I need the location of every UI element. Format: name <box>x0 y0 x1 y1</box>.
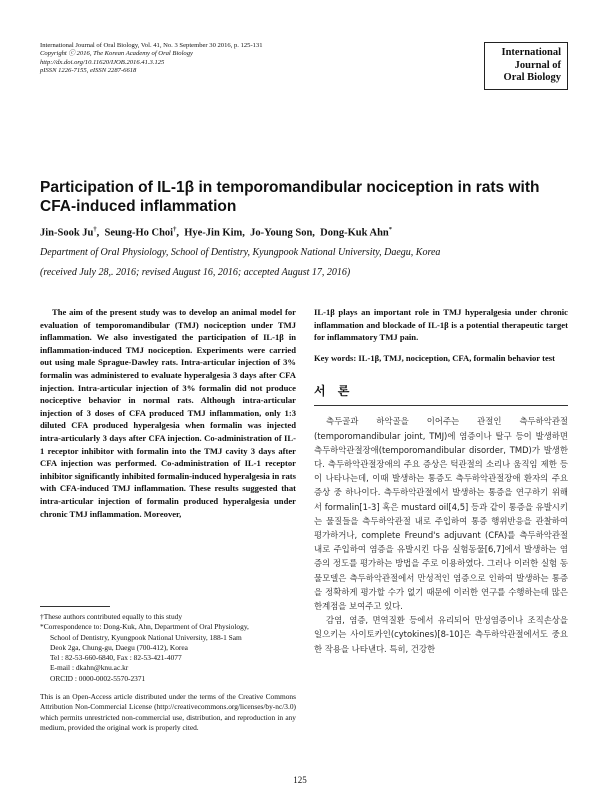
right-column <box>314 306 568 656</box>
keywords: Key words: IL-1β, TMJ, nociception, CFA, formalin behavior test <box>314 352 555 363</box>
author-name: Dong-Kuk Ahn <box>320 227 389 239</box>
correspondence-phone: Tel : 82-53-660-6840, Fax : 82-53-421-4077 <box>50 653 182 663</box>
copyright-line: Copyright ⓒ 2016, The Korean Academy of Oral Biology <box>40 50 193 58</box>
section-divider <box>314 405 568 406</box>
article-title: Participation of IL-1β in temporomandibular nociception in rats with CFA-induced inflammation <box>40 179 540 215</box>
author-mark: † <box>173 226 177 233</box>
author-name: Jin-Sook Ju <box>40 227 94 239</box>
abstract-continued: IL-1β plays an important role in TMJ hyperalgesia under chronic inflammation and blockade of IL-1β is a potential therapeutic target for inflammatory TMJ pain. <box>314 307 568 343</box>
author-list: Jin-Sook Ju†, Seung-Ho Choi†, Hye-Jin Kim, Jo-Young Son, Dong-Kuk Ahn* <box>40 226 392 239</box>
correspondence-line: School of Dentistry, Kyungpook National University, 188-1 Sam <box>50 632 242 642</box>
introduction-text <box>314 414 568 655</box>
affiliation: Department of Oral Physiology, School of Dentistry, Kyungpook National University, Daegu, Korea <box>40 247 441 258</box>
author-mark: † <box>93 226 97 233</box>
footnotes <box>40 612 296 733</box>
received-dates: (received July 28,. 2016; revised August 16, 2016; accepted August 17, 2016) <box>40 267 351 278</box>
author-name: Seung-Ho Choi <box>104 227 174 239</box>
abstract-left: The aim of the present study was to develop an animal model for evaluation of temporomandibular (TMJ) nociception under TMJ inflammation. We also investigated the participation of IL-1β in inflammation-induced TMJ nociception. Experiments were carried out using male Sprague-Dawley rats. Intra-articular injection of 3% formalin was administered to evaluate hyperalgesia 3 days after CFA injection. Intra-articular injection of 3% formalin did not produce nociceptive behavior in normal rats. Although intra-articular injection of 3 doses of CFA produced TMJ inflammation, only 1:3 diluted CFA produced hyperalgesia when formalin was injected intra-articularly 3 days after CFA injection. Co-administration of IL-1 receptor inhibitor with formalin into the TMJ cavity 3 days after CFA injection was performed. Co-administration of IL-1 receptor inhibitor significantly inhibited formalin-induced hyperalgesia in rats with CFA-induced TMJ inflammation. These results suggested that intra-articular injection of formalin produced hyperalgesia under chronic TMJ inflammation. Moreover, <box>40 307 296 519</box>
correspondence-line: Deok 2ga, Chung-gu, Daegu (700-412), Korea <box>50 642 188 652</box>
journal-logo-box <box>484 42 568 90</box>
journal-name-line: Oral Biology <box>503 72 561 84</box>
correspondence-line: *Correspondence to: Dong-Kuk, Ahn, Department of Oral Physiology, <box>40 622 249 632</box>
section-heading: 서 론 <box>314 384 354 399</box>
author-name: Hye-Jin Kim <box>184 227 243 239</box>
page-number: 125 <box>293 775 307 785</box>
body-paragraph: 측두골과 하악골을 이어주는 관절인 측두하악관절(temporomandibular joint, TMJ)에 염증이나 탈구 등이 발생하면 측두하악관절장애(temporomandibular disorder, TMD)가 발생한다. 측두하악관절장애의 주요 증상은 턱관절의 소리나 움직임 제한 등이 나타나는데, 이때 발생하는 통증도 측두하악관절장애 환자의 주요 증상 중 하나이다. 측두하악관절에서 발생하는 통증을 연구하기 위해서 formalin[1-3] 혹은 mustard oil[4,5] 등과 같이 통증을 유발시키는 물질들을 측두하악관절 내로 주입하여 통증 행위반응을 관찰하여 평가하거나, complete Freund's adjuvant (CFA)를 측두하악관절 내로 주입하여 염증을 유발시킨 다음 실험동물[6,7]에서 발생하는 염증의 정도를 평가하는 방법을 주로 이용하였다. 그러나 이러한 실험 동물모델은 측두하악관절에서 만성적인 염증으로 인하여 발생하는 통증을 정확하게 평가할 수가 없기 때문에 이러한 연구를 수행하는데 많은 한계점을 보여주고 있다. <box>314 416 568 612</box>
correspondence-email[interactable]: E-mail : dkahn@knu.ac.kr <box>50 663 129 673</box>
author-mark: * <box>388 226 392 233</box>
issn-line: pISSN 1226-7155, eISSN 2287-6618 <box>40 67 137 75</box>
body-paragraph: 감염, 염증, 면역질환 등에서 유리되어 만성염증이나 조직손상을 일으키는 사이토카인(cytokines)[8-10]은 측두하악관절에서도 중요한 작용을 나타낸다. 특히, 건강한 <box>314 615 568 654</box>
author-name: Jo-Young Son <box>250 227 313 239</box>
equal-contribution-note: †These authors contributed equally to this study <box>40 612 183 621</box>
journal-metadata <box>40 42 263 76</box>
journal-name-line: Journal of <box>514 59 561 71</box>
license-note: This is an Open-Access article distributed under the terms of the Creative Commons Attribution Non-Commercial License (http://creativecommons.org/licenses/by-nc/3.0) which permits unrestricted non-commercial use, distribution, and reproduction in any medium, provided the original work is properly cited. <box>40 692 296 732</box>
citation-line: International Journal of Oral Biology, Vol. 41, No. 3 September 30 2016, p. 125-131 <box>40 42 263 49</box>
journal-name-line: International <box>501 47 561 59</box>
footnote-divider <box>40 606 110 607</box>
correspondence-orcid: ORCID : 0000-0002-5570-2371 <box>50 673 146 683</box>
doi-link[interactable]: http://dx.doi.org/10.11620/IJOB.2016.41.3.125 <box>40 58 165 66</box>
